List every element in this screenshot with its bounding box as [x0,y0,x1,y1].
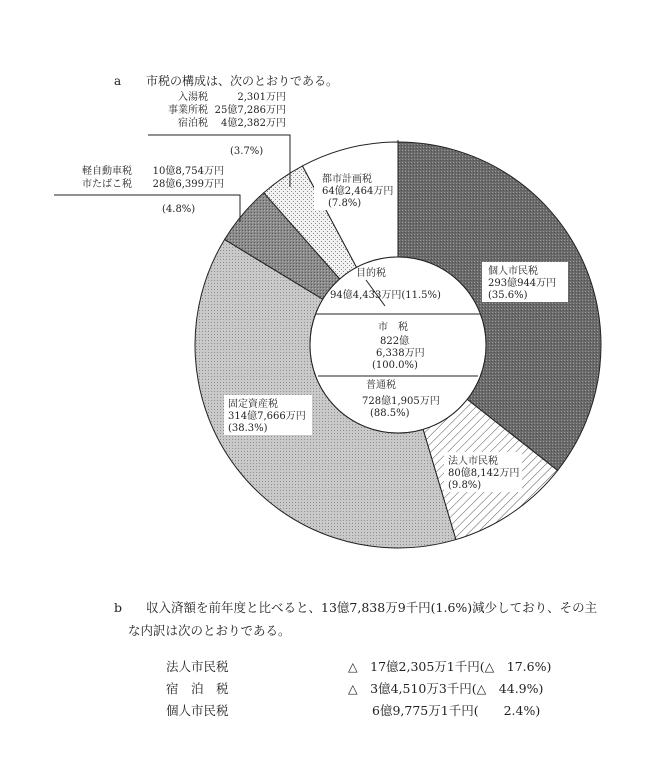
center-line4: (100.0%) [372,360,418,371]
kojin-name: 個人市民税 [488,266,538,277]
kotei-name: 固定資産税 [228,399,278,410]
callout-light-amount-2: 28億6,399万円 [152,179,224,190]
futsu-pct: (88.5%) [370,408,410,419]
leader-line-light [54,195,240,222]
section-b-marker: b [114,600,123,615]
callout-small-pct: (3.7%) [230,146,264,157]
section-b-text-line2: な内訳は次のとおりである。 [128,623,291,638]
callout-light-name-1: 軽自動車税 [82,166,132,177]
callout-small-amount-2: 25億7,286万円 [214,105,286,116]
hojin-pct: (9.8%) [448,480,482,491]
toshi-amount: 64億2,464万円 [322,186,394,197]
toshi-name: 都市計画税 [322,174,372,185]
hojin-name: 法人市民税 [448,456,498,467]
callout-small-name-3: 宿泊税 [178,118,208,129]
hojin-amount: 80億8,142万円 [448,468,520,479]
section-a-marker: a [114,74,122,88]
callout-small-amount-1: 2,301万円 [237,92,286,103]
center-line1: 市 税 [378,322,408,333]
toshi-pct: (7.8%) [328,198,362,209]
center-line2: 822億 [380,336,410,347]
center-line3: 6,338万円 [376,348,425,359]
callout-small-name-2: 事業所税 [168,105,208,116]
row-name-3: 個人市民税 [166,703,229,718]
callout-small-name-1: 入湯税 [178,92,208,103]
row-value-3: 6億9,775万1千円( 2.4%) [372,703,541,718]
callout-light-amount-1: 10億8,754万円 [152,166,224,177]
section-a-heading: 市税の構成は、次のとおりである。 [146,74,339,88]
kotei-pct: (38.3%) [228,423,268,434]
row-name-2: 宿 泊 税 [166,681,229,696]
row-value-1: △ 17億2,305万1千円(△ 17.6%) [348,659,552,674]
mokuteki-name: 目的税 [356,268,386,279]
callout-small-amount-3: 4億2,382万円 [221,118,286,129]
callout-light-pct: (4.8%) [162,204,196,215]
kojin-amount: 293億944万円 [488,278,557,289]
mokuteki-amount: 94億4,433万円(11.5%) [330,290,441,301]
futsu-amount: 728億1,905万円 [362,396,440,407]
row-name-1: 法人市民税 [166,659,229,674]
kojin-pct: (35.6%) [488,290,528,301]
kotei-amount: 314億7,666万円 [228,411,306,422]
callout-light-name-2: 市たばこ税 [82,179,132,190]
futsu-name: 普通税 [366,380,396,391]
row-value-2: △ 3億4,510万3千円(△ 44.9%) [348,681,544,696]
section-b-text-line1: 収入済額を前年度と比べると、13億7,838万9千円(1.6%)減少しており、その主 [146,600,598,615]
